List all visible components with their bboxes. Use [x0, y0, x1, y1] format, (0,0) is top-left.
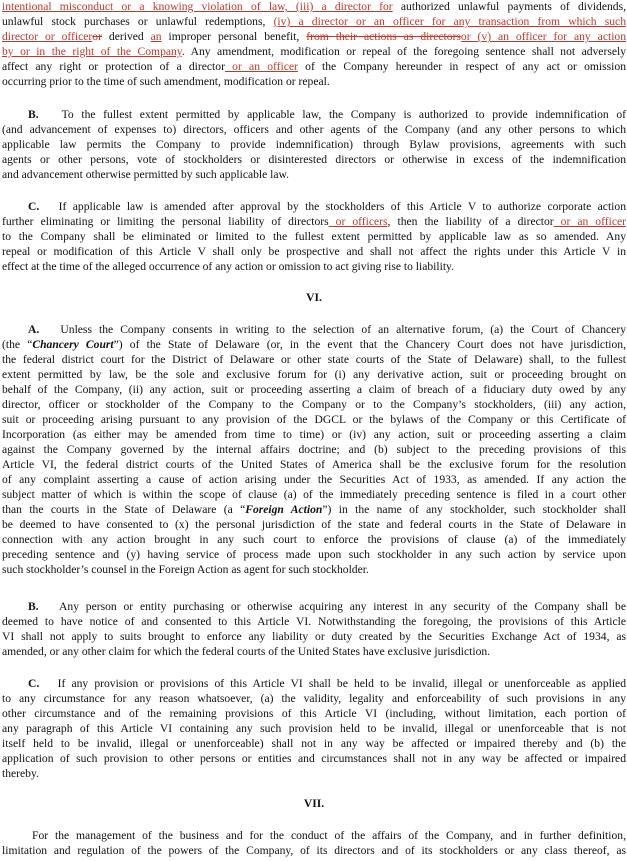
emphasis-text: B. [28, 108, 39, 121]
text-line [2, 548, 626, 563]
text-line [2, 752, 626, 767]
text-line [2, 473, 626, 488]
text-run: derived [101, 30, 151, 43]
text-line [2, 15, 626, 30]
text-run: extent permitted by law, be the sole and exclusive forum for (i) any derivative action, suit or proceeding brought on [2, 368, 626, 381]
inserted-text: (iv) a director or an officer for any transaction from which such [273, 15, 626, 28]
text-run: behalf of the Company, (ii) any action, suit or proceeding asserting a claim of breach of a fiduciary duty owed by any [2, 383, 626, 396]
text-run: (and advancement of expenses to) directors, officers and other agents of the Company (and any other persons to which [2, 123, 626, 136]
inserted-text: or officers [328, 215, 388, 228]
text-line [2, 398, 626, 413]
text-run: the federal district court for the District of Delaware or other state courts of the State of Delaware) shall, to the fullest [2, 353, 626, 366]
text-line [2, 30, 626, 45]
deleted-text: or [92, 30, 102, 43]
text-line [2, 353, 626, 368]
text-run: connection with any action brought in any such court to enforce the provisions of clause (a) of the immediately [2, 533, 626, 546]
emphasis-text: C. [28, 200, 40, 213]
text-line [2, 533, 626, 548]
text-run: other circumstance and of the remaining provisions of this Article VI (including, without limitation, each portion of [2, 707, 626, 720]
text-run: of any complaint asserting a cause of action arising under the Securities Act of 1933, as amended. If any action the [2, 473, 626, 486]
text-line [2, 200, 626, 215]
text-run: application of such provision to other persons or entities and circumstances shall not in any way be affected or impaired [2, 752, 626, 765]
text-run: be deemed to have consented to (x) the personal jurisdiction of the state and federal courts in the State of Delaware in [2, 518, 626, 531]
text-run: against the Company governed by the internal affairs doctrine; and (b) subject to the preceding provisions of this [2, 443, 626, 456]
text-line [2, 677, 626, 692]
emphasis-text: A. [28, 323, 40, 336]
text-line [2, 245, 626, 260]
text-run: applicable law permits the Company to provide indemnification) through Bylaw provisions, agreements with such [2, 138, 626, 151]
text-run: ”) in the name of any stockholder, such stockholder shall [322, 503, 627, 516]
text-run: suit or proceeding arising pursuant to any provision of the DGCL or the bylaws of the Company or this Certificate of [2, 413, 626, 426]
text-run: VI shall not apply to suits brought to enforce any liability or duty created by the Securities Exchange Act of 1934, as [2, 630, 626, 643]
text-run: deemed to have notice of and consented to this Article VI. Notwithstanding the foregoing, the provisions of this Article [2, 615, 626, 628]
text-run: authorized unlawful payments of dividends, [392, 0, 626, 13]
text-run: director, officer or stockholder of the Company to the Company or to the Company’s stockholders, (iii) any action, [2, 398, 626, 411]
text-line [2, 503, 626, 518]
text-line [2, 260, 626, 275]
text-line [2, 722, 626, 737]
text-line [2, 518, 626, 533]
text-line [2, 600, 626, 615]
inserted-text: director or officer [2, 30, 93, 43]
text-line [2, 707, 626, 722]
text-run: to the Company shall be eliminated or limited to the fullest extent permitted by applicable law as so amended. Any [2, 230, 626, 243]
text-line [2, 383, 626, 398]
text-run: improper personal benefit, [161, 30, 307, 43]
text-line [2, 630, 626, 645]
text-line [2, 60, 626, 75]
emphasis-text: C. [28, 677, 40, 690]
inserted-text: or an officer [553, 215, 626, 228]
text-run: and advancement otherwise permitted by such applicable law. [2, 168, 290, 181]
text-run: limitation and regulation of the powers of the Company, of its directors and of its stockholders or any class thereof, as [2, 844, 626, 857]
text-run: itself held to be invalid, illegal or unenforceable) shall not in any way be affected or impaired thereby and (b) the [2, 737, 626, 750]
text-line [2, 488, 626, 503]
inserted-text: or an officer [224, 60, 298, 73]
text-line [2, 215, 626, 230]
text-run: unlawful stock purchases or unlawful redemptions, [2, 15, 274, 28]
text-line [2, 458, 626, 473]
article-vii-heading: VII. [303, 797, 325, 810]
text-run: If applicable law is amended after approval by the stockholders of this Article V to authorize corporate action [39, 200, 626, 213]
text-line [2, 767, 626, 782]
text-line [2, 323, 626, 338]
text-run: If any provision or provisions of this Article VI shall be held to be invalid, illegal or unenforceable as applied [39, 677, 626, 690]
text-line [2, 230, 626, 245]
emphasis-text: Foreign Action [245, 503, 323, 516]
text-run: (the “ [2, 338, 33, 351]
text-line [2, 123, 626, 138]
text-line [2, 645, 626, 660]
text-run: To the fullest extent permitted by applicable law, the Company is authorized to provide indemnification of [38, 108, 626, 121]
inserted-text: by or in the right of the Company [2, 45, 182, 58]
text-line [2, 428, 626, 443]
text-run: Article VI, the federal district courts of the United States of America shall be the exclusive forum for the resolution [2, 458, 626, 471]
text-line [2, 844, 626, 859]
text-run: amended, or any other claim for which the federal courts of the United States have exclusive jurisdiction. [2, 645, 491, 658]
text-line [2, 45, 626, 60]
text-line [2, 368, 626, 383]
text-line [2, 413, 626, 428]
deleted-text: from their actions as directors [306, 30, 461, 43]
text-run: effect at the time of the alleged occurrence of any action or omission to act giving rise to liability. [2, 260, 455, 273]
text-line [2, 443, 626, 458]
text-run: to any circumstance for any reason whatsoever, (a) the validity, legality and enforceability of such provisions in any [2, 692, 626, 705]
text-line [2, 829, 626, 844]
text-run: occurring prior to the time of such amendment, modification or repeal. [2, 75, 330, 88]
text-run: ”) of the State of Delaware (or, in the event that the Chancery Court does not have jurisdiction, [113, 338, 626, 351]
text-line [2, 168, 626, 183]
text-line [2, 692, 626, 707]
text-line [2, 0, 626, 15]
text-line [2, 153, 626, 168]
text-run: Unless the Company consents in writing to the selection of an alternative forum, (a) the Court of Chancery [39, 323, 626, 336]
text-run: For the management of the business and for the conduct of the affairs of the Company, and in further definition, [32, 829, 626, 842]
inserted-text: an [150, 30, 162, 43]
text-line [2, 338, 626, 353]
text-run: repeal or modification of this Article V shall only be prospective and shall not affect the rights under this Article V in [2, 245, 626, 258]
text-line [2, 615, 626, 630]
text-line [2, 108, 626, 123]
text-line [2, 138, 626, 153]
text-line [2, 737, 626, 752]
text-run: , then the liability of a director [387, 215, 554, 228]
text-run: Incorporation (as either may be amended from time to time) or (iv) any action, suit or proceeding asserting a claim [2, 428, 626, 441]
text-run: such stockholder’s counsel in the Foreign Action as agent for such stockholder. [2, 563, 369, 576]
inserted-text: or (v) an officer for any action [460, 30, 627, 43]
text-run: Any person or entity purchasing or otherwise acquiring any interest in any security of the Company shall be [38, 600, 626, 613]
text-line [2, 563, 626, 578]
text-line [2, 75, 626, 90]
text-run: subject matter of which is within the scope of clause (a) of the immediately preceding sentence is filed in a court other [2, 488, 626, 501]
text-run: affect any right or protection of a director [2, 60, 225, 73]
emphasis-text: B. [28, 600, 39, 613]
inserted-text: intentional misconduct or a knowing violation of law, (iii) a director for [2, 0, 393, 13]
text-run: . Any amendment, modification or repeal of the foregoing sentence shall not adversely [181, 45, 626, 58]
text-run: agents or other persons, vote of stockholders or disinterested directors or otherwise in excess of the indemnification [2, 153, 626, 166]
text-run: any paragraph of this Article VI containing any such provision held to be invalid, illegal or unenforceable that is not [2, 722, 626, 735]
text-run: of the Company hereunder in respect of any act or omission [297, 60, 626, 73]
text-run: further eliminating or limiting the personal liability of directors [2, 215, 329, 228]
text-run: thereby. [2, 767, 39, 780]
text-run: preceding sentence and (y) having service of process made upon such stockholder in any such action by service upon [2, 548, 626, 561]
article-vi-heading: VI. [306, 291, 322, 304]
emphasis-text: Chancery Court [32, 338, 114, 351]
text-run: than the courts in the State of Delaware (a “ [2, 503, 246, 516]
